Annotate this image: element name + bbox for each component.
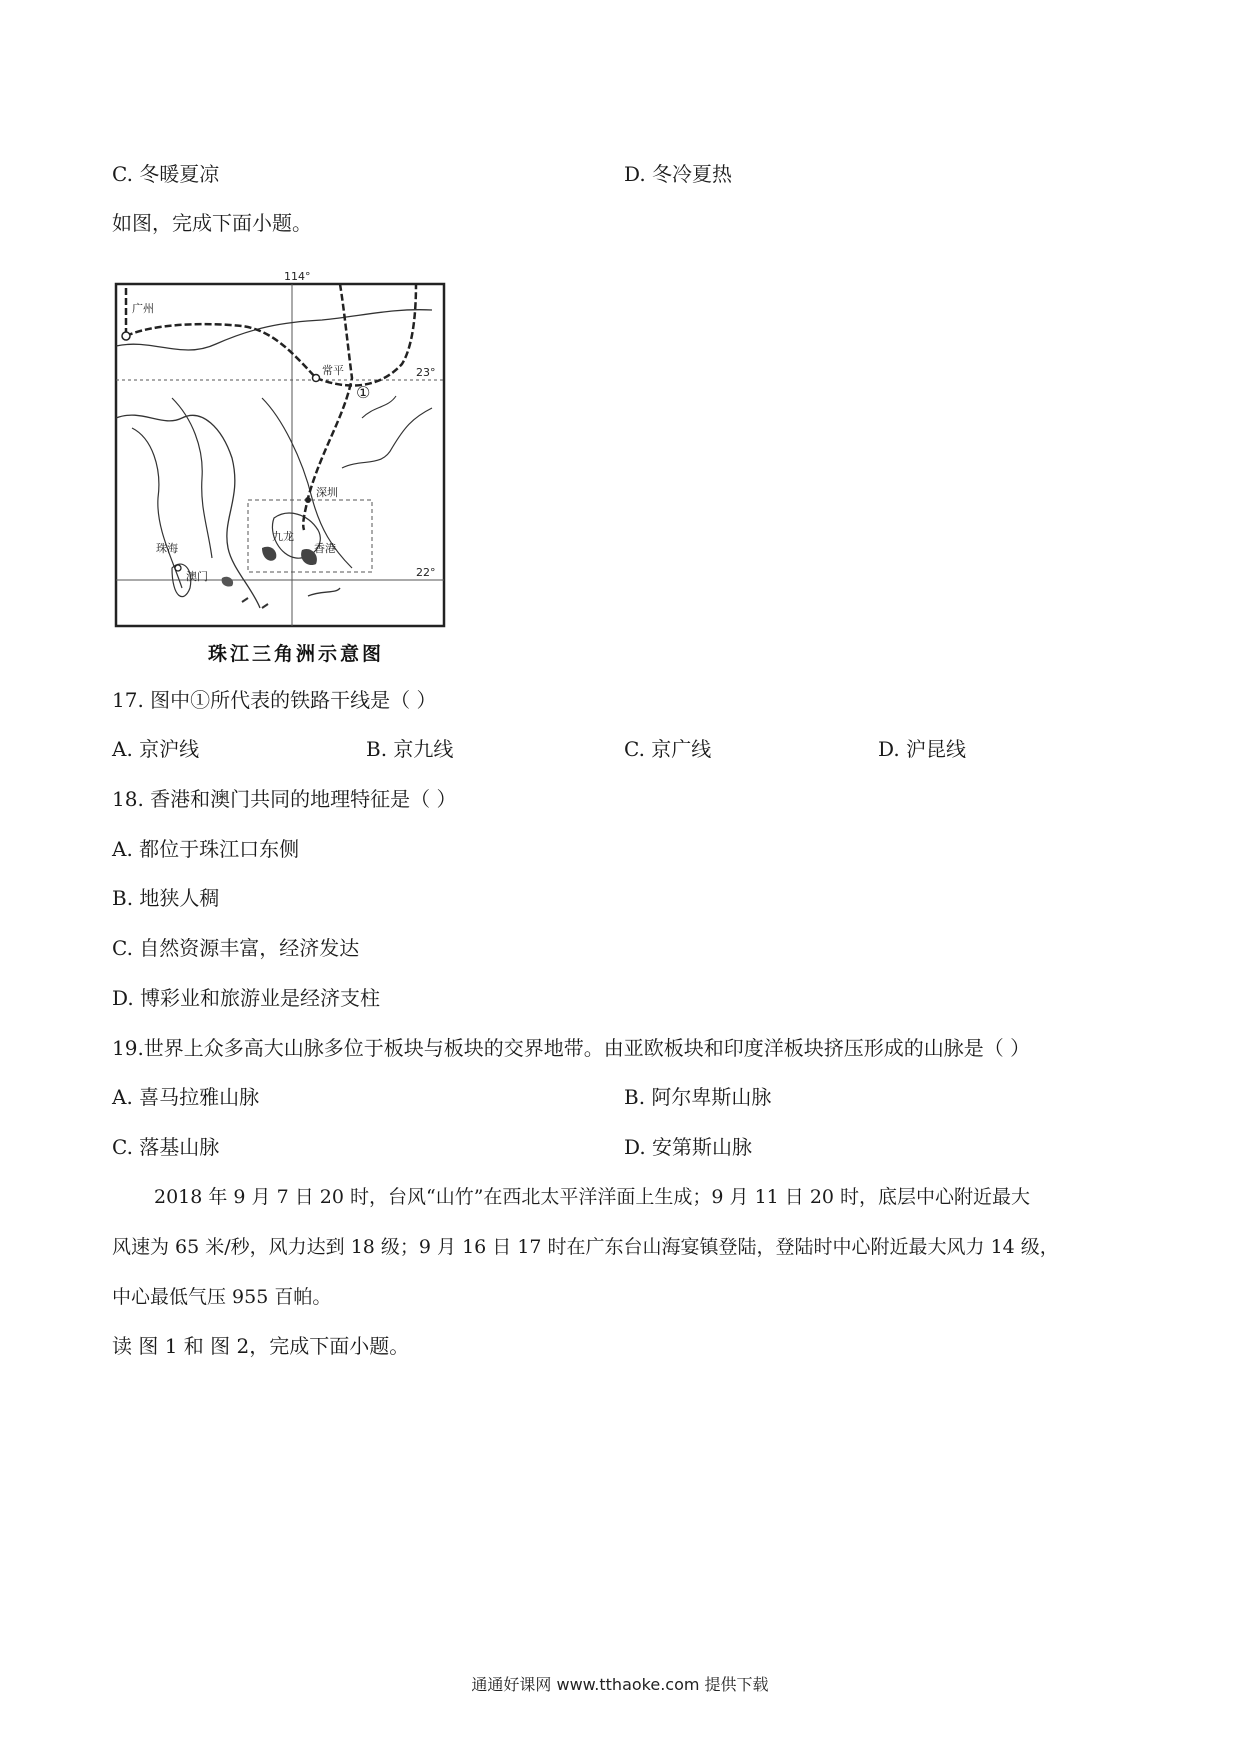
map-longitude-label: 114° [284,270,311,283]
map-city-macau: 澳门 [186,570,208,583]
map-caption: 珠江三角洲示意图 [208,643,385,665]
q19-option-c: C. 落基山脉 [112,1135,220,1159]
map-lat-22-label: 22° [416,566,436,579]
passage-line-2: 风速为 65 米/秒，风力达到 18 级；9 月 16 日 17 时在广东台山海宴镇登陆，登陆时中心附近最大风力 14 级， [112,1236,1059,1258]
map-city-kowloon: 九龙 [272,530,294,543]
map-city-guangzhou: 广州 [132,302,154,315]
q19-option-b: B. 阿尔卑斯山脉 [624,1085,772,1109]
q17-option-a: A. 京沪线 [112,737,200,761]
q18-stem: 18. 香港和澳门共同的地理特征是（ ） [112,787,457,811]
figure-intro-text: 读 图 1 和 图 2，完成下面小题。 [112,1334,410,1358]
q17-option-b: B. 京九线 [366,737,454,761]
passage-line-3: 中心最低气压 955 百帕。 [112,1286,332,1308]
map-city-hongkong: 香港 [314,542,336,555]
q16-option-c: C. 冬暖夏凉 [112,162,220,186]
passage-line-1: 2018 年 9 月 7 日 20 时，台风“山竹”在西北太平洋洋面上生成；9 月 11 日 20 时，底层中心附近最大 [154,1186,1031,1208]
q18-option-b: B. 地狭人稠 [112,886,220,910]
q17-option-d: D. 沪昆线 [878,737,967,761]
pearl-river-delta-map [112,268,452,666]
q16-option-d: D. 冬冷夏热 [624,162,733,186]
map-lat-23-label: 23° [416,366,436,379]
q18-option-a: A. 都位于珠江口东侧 [112,837,300,861]
q18-option-d: D. 博彩业和旅游业是经济支柱 [112,986,381,1010]
q19-option-d: D. 安第斯山脉 [624,1135,753,1159]
map-city-changping: 常平 [322,364,344,377]
q17-stem: 17. 图中①所代表的铁路干线是（ ） [112,688,437,712]
map-city-shenzhen: 深圳 [316,486,338,499]
map-city-zhuhai: 珠海 [156,542,178,555]
q19-option-a: A. 喜马拉雅山脉 [112,1085,260,1109]
q19-stem: 19.世界上众多高大山脉多位于板块与板块的交界地带。由亚欧板块和印度洋板块挤压形成的山脉是（ ） [112,1036,1031,1060]
map-railway-marker: ① [356,383,371,402]
q17-option-c: C. 京广线 [624,737,712,761]
footer-credit: 通通好课网 www.tthaoke.com 提供下载 [471,1675,769,1694]
map-intro-text: 如图，完成下面小题。 [112,211,312,235]
q18-option-c: C. 自然资源丰富，经济发达 [112,936,360,960]
